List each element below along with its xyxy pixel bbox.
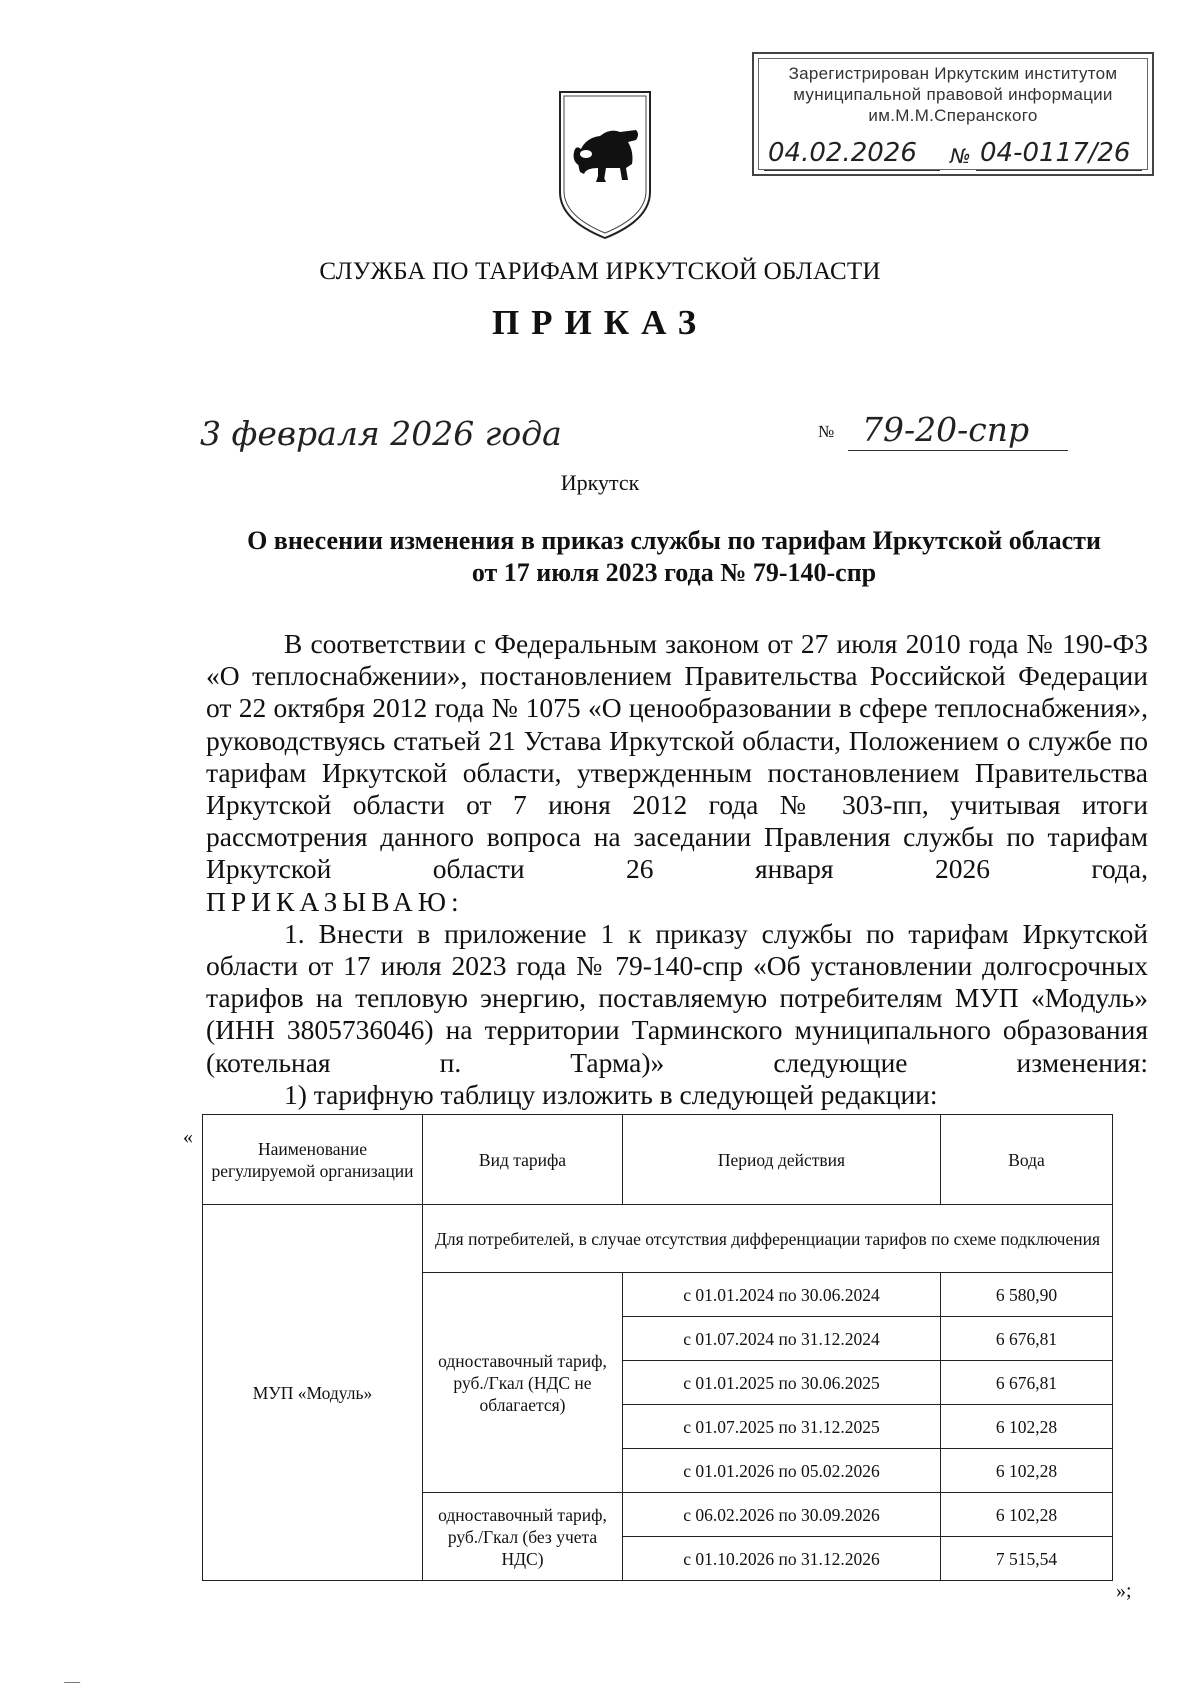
header-tariff-type: Вид тарифа	[423, 1115, 623, 1205]
item-1-paragraph: 1. Внести в приложение 1 к приказу службы по тарифам Иркутской области от 17 июля 2023 года № 79-140-спр «Об установлении долгосрочных тарифов на тепловую энергию, поставляемую потребителям МУП «Модуль» (ИНН 3805736046) на территории Тарминского муниципального образования (котельная п. Тарма)» следующие изменения:	[206, 917, 1148, 1078]
period-cell: с 01.07.2025 по 31.12.2025	[623, 1405, 941, 1449]
period-cell: с 01.07.2024 по 31.12.2024	[623, 1317, 941, 1361]
tariff-table	[202, 1114, 1113, 1581]
order-word: ПРИКАЗЫВАЮ:	[206, 885, 464, 917]
stamp-number: 04-0117/26	[980, 138, 1131, 168]
preamble-paragraph: В соответствии с Федеральным законом от 27 июля 2010 года № 190-ФЗ «О теплоснабжении», постановлением Правительства Российской Федерации от 22 октября 2012 года № 1075 «О ценообразовании в сфере теплоснабжения», руководствуясь статьей 21 Устава Иркутской области, Положением о службе по тарифам Иркутской области, утвержденным постановлением Правительства Иркутской области от 7 июня 2012 года № 303-пп, учитывая итоги рассмотрения данного вопроса на заседании Правления службы по тарифам Иркутской области 26 января 2026 года,	[206, 628, 1148, 885]
period-cell: с 01.01.2026 по 05.02.2026	[623, 1449, 941, 1493]
header-water: Вода	[941, 1115, 1113, 1205]
group-title-cell: Для потребителей, в случае отсутствия дифференциации тарифов по схеме подключения	[423, 1205, 1113, 1273]
document-title	[200, 525, 1148, 589]
registration-stamp	[752, 52, 1154, 176]
tariff-type-1-cell: одноставочный тариф, руб./Гкал (НДС не облагается)	[423, 1273, 623, 1493]
table-header-row	[203, 1115, 1113, 1205]
value-cell: 6 102,28	[941, 1449, 1113, 1493]
table-closing-quote: »;	[1116, 1580, 1132, 1602]
title-line-1: О внесении изменения в приказ службы по тарифам Иркутской области	[247, 526, 1101, 555]
value-cell: 6 580,90	[941, 1273, 1113, 1317]
value-cell: 6 102,28	[941, 1405, 1113, 1449]
header-org: Наименование регулируемой организации	[203, 1115, 423, 1205]
value-cell: 7 515,54	[941, 1537, 1113, 1581]
order-number-label: №	[818, 422, 835, 441]
stamp-line-3: им.М.М.Сперанского	[868, 106, 1038, 125]
handwritten-date: 3 февраля 2026 года	[200, 414, 562, 453]
irkutsk-coat-of-arms-icon	[556, 88, 654, 240]
period-cell: с 01.01.2025 по 30.06.2025	[623, 1361, 941, 1405]
order-number-underline	[848, 450, 1068, 451]
value-cell: 6 676,81	[941, 1361, 1113, 1405]
value-cell: 6 676,81	[941, 1317, 1113, 1361]
document-body	[206, 628, 1148, 1111]
stamp-line-2: муниципальной правовой информации	[793, 85, 1113, 104]
stamp-date-underline	[764, 170, 940, 171]
header-period: Период действия	[623, 1115, 941, 1205]
city: Иркутск	[560, 470, 640, 495]
period-cell: с 01.10.2026 по 31.12.2026	[623, 1537, 941, 1581]
stamp-number-underline	[976, 170, 1142, 171]
page-edge-mark	[64, 1668, 93, 1683]
organization-name: СЛУЖБА ПО ТАРИФАМ ИРКУТСКОЙ ОБЛАСТИ	[319, 258, 881, 285]
title-line-2: от 17 июля 2023 года № 79-140-спр	[471, 558, 877, 587]
period-cell: с 06.02.2026 по 30.09.2026	[623, 1493, 941, 1537]
table-opening-quote: «	[183, 1126, 193, 1148]
stamp-number-sign: №	[950, 144, 971, 168]
stamp-line-1: Зарегистрирован Иркутским институтом	[788, 64, 1118, 83]
table-group-row	[203, 1205, 1113, 1273]
stamp-date: 04.02.2026	[768, 138, 917, 168]
organization-cell: МУП «Модуль»	[203, 1205, 423, 1581]
period-cell: с 01.01.2024 по 30.06.2024	[623, 1273, 941, 1317]
subitem-1-paragraph: 1) тарифную таблицу изложить в следующей редакции:	[284, 1078, 938, 1110]
value-cell: 6 102,28	[941, 1493, 1113, 1537]
tariff-type-2-cell: одноставочный тариф, руб./Гкал (без учета НДС)	[423, 1493, 623, 1581]
handwritten-order-number: 79-20-спр	[862, 410, 1030, 449]
document-type: ПРИКАЗ	[491, 303, 709, 342]
